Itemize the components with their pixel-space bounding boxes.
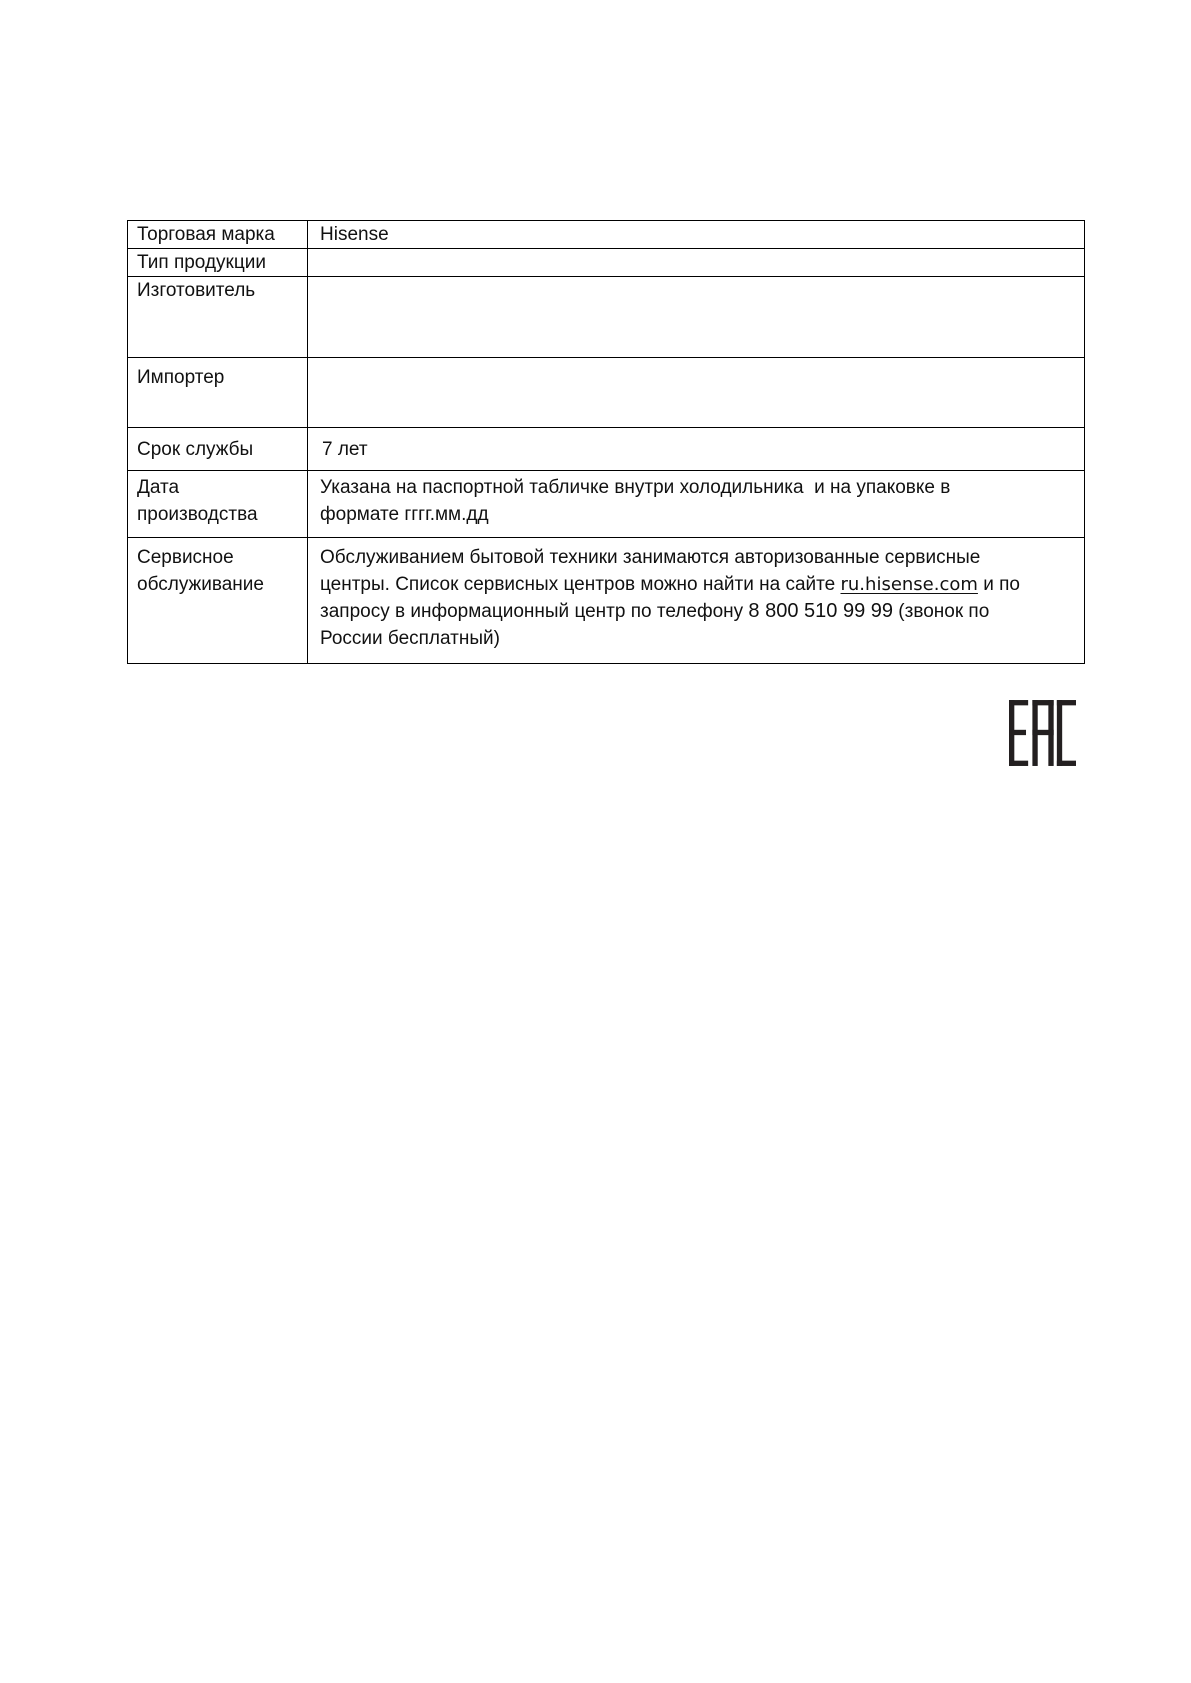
importer-label <box>128 358 308 427</box>
service-text-line-2-end: и по <box>983 574 1020 595</box>
phone-number: 8 800 510 99 99 <box>748 600 894 622</box>
table-row-product-type <box>128 249 1084 277</box>
product-type-value <box>308 249 1084 276</box>
service-value <box>308 538 1084 663</box>
website-link[interactable]: ru.hisense.com <box>840 574 978 595</box>
service-life-label <box>128 428 308 470</box>
production-date-value-line: формате гггг.мм.дд <box>320 504 489 525</box>
importer-value <box>308 358 1084 427</box>
product-type-label <box>128 249 308 276</box>
service-text-line-3 <box>320 598 1084 625</box>
manufacturer-label <box>128 277 308 357</box>
production-date-value-line: Указана на паспортной табличке внутри холодильника и на упаковке в <box>320 477 951 498</box>
service-text-line-1: Обслуживанием бытовой техники занимаются авторизованные сервисные <box>320 547 981 568</box>
brand-label <box>128 221 308 248</box>
table-row-brand <box>128 221 1084 249</box>
table-row-service <box>128 538 1084 663</box>
importer-label-text: Импортер <box>137 367 225 388</box>
service-label-line: обслуживание <box>137 574 264 595</box>
table-row-service-life <box>128 428 1084 471</box>
service-life-label-text: Срок службы <box>137 439 254 460</box>
brand-value <box>308 221 1084 248</box>
brand-value-text: Hisense <box>320 224 389 245</box>
production-date-label-line: производства <box>137 504 258 525</box>
service-text-line-4: России бесплатный) <box>320 628 500 649</box>
production-date-label-line: Дата <box>137 477 180 498</box>
service-text-line-3-start: запросу в информационный центр по телефону <box>320 601 744 622</box>
table-row-manufacturer <box>128 277 1084 358</box>
service-label <box>128 538 308 663</box>
service-text-line-2 <box>320 571 1084 598</box>
service-life-value <box>308 428 1084 470</box>
production-date-value <box>308 471 1084 537</box>
manufacturer-label-text: Изготовитель <box>137 280 256 301</box>
service-label-line: Сервисное <box>137 547 234 568</box>
manufacturer-value <box>308 277 1084 357</box>
service-text-line-2-start: центры. Список сервисных центров можно найти на сайте <box>320 574 836 595</box>
service-text-line-3-end: (звонок по <box>898 601 990 622</box>
service-life-value-text: 7 лет <box>322 439 368 460</box>
product-type-label-text: Тип продукции <box>137 252 266 273</box>
production-date-label <box>128 471 308 537</box>
product-info-table <box>127 220 1085 664</box>
brand-label-text: Торговая марка <box>137 224 275 245</box>
table-row-importer <box>128 358 1084 428</box>
table-row-production-date <box>128 471 1084 538</box>
eac-logo-icon <box>1009 700 1076 766</box>
